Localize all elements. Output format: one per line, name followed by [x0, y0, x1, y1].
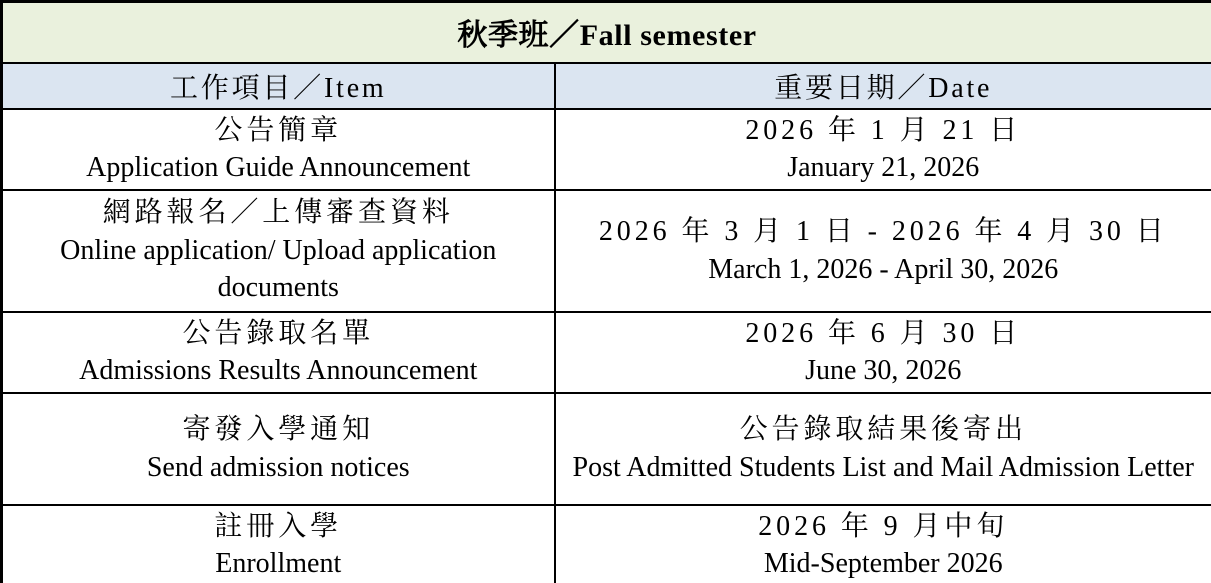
table-body [2, 109, 1211, 583]
item-cell [2, 393, 555, 505]
item-label-zh: 寄發入學通知 [182, 414, 375, 446]
table-row [2, 109, 1211, 190]
item-label-zh: 公告簡章 [214, 114, 343, 146]
date-value-en: March 1, 2026 - April 30, 2026 [708, 253, 1059, 285]
date-cell [555, 505, 1211, 583]
table-row [2, 190, 1211, 312]
item-label-en: Send admission notices [146, 451, 410, 483]
date-value-zh: 2026 年 3 月 1 日 - 2026 年 4 月 30 日 [598, 216, 1168, 248]
column-header-item: 工作項目／Item [2, 63, 555, 109]
item-cell [2, 190, 555, 312]
item-label-zh: 網路報名／上傳審查資料 [102, 197, 454, 229]
item-label-zh: 註冊入學 [214, 510, 343, 542]
date-cell [555, 190, 1211, 312]
date-value-zh: 公告錄取結果後寄出 [739, 414, 1027, 446]
date-cell [555, 312, 1211, 393]
item-cell [2, 505, 555, 583]
date-value-zh: 2026 年 1 月 21 日 [745, 114, 1022, 146]
date-cell [555, 109, 1211, 190]
date-value-en: Mid-September 2026 [763, 548, 1003, 580]
date-value-en: January 21, 2026 [787, 152, 980, 184]
table-row [2, 505, 1211, 583]
date-value-zh: 2026 年 9 月中旬 [758, 510, 1009, 542]
date-value-zh: 2026 年 6 月 30 日 [745, 317, 1022, 349]
table-title-row [2, 2, 1211, 63]
item-label-en: Admissions Results Announcement [79, 355, 478, 387]
item-label-en: Application Guide Announcement [86, 152, 471, 184]
date-cell [555, 393, 1211, 505]
column-header-date: 重要日期／Date [555, 63, 1211, 109]
item-label-en: Enrollment [215, 548, 342, 580]
item-cell [2, 312, 555, 393]
item-label-zh: 公告錄取名單 [182, 317, 375, 349]
table-row [2, 393, 1211, 505]
date-value-en: June 30, 2026 [805, 355, 962, 387]
date-value-en: Post Admitted Students List and Mail Admission Letter [572, 451, 1194, 483]
table-title: 秋季班／Fall semester [2, 2, 1211, 63]
table-row [2, 312, 1211, 393]
item-label-en: Online application/ Upload application documents [60, 234, 497, 304]
item-cell [2, 109, 555, 190]
table-header-row [2, 63, 1211, 109]
